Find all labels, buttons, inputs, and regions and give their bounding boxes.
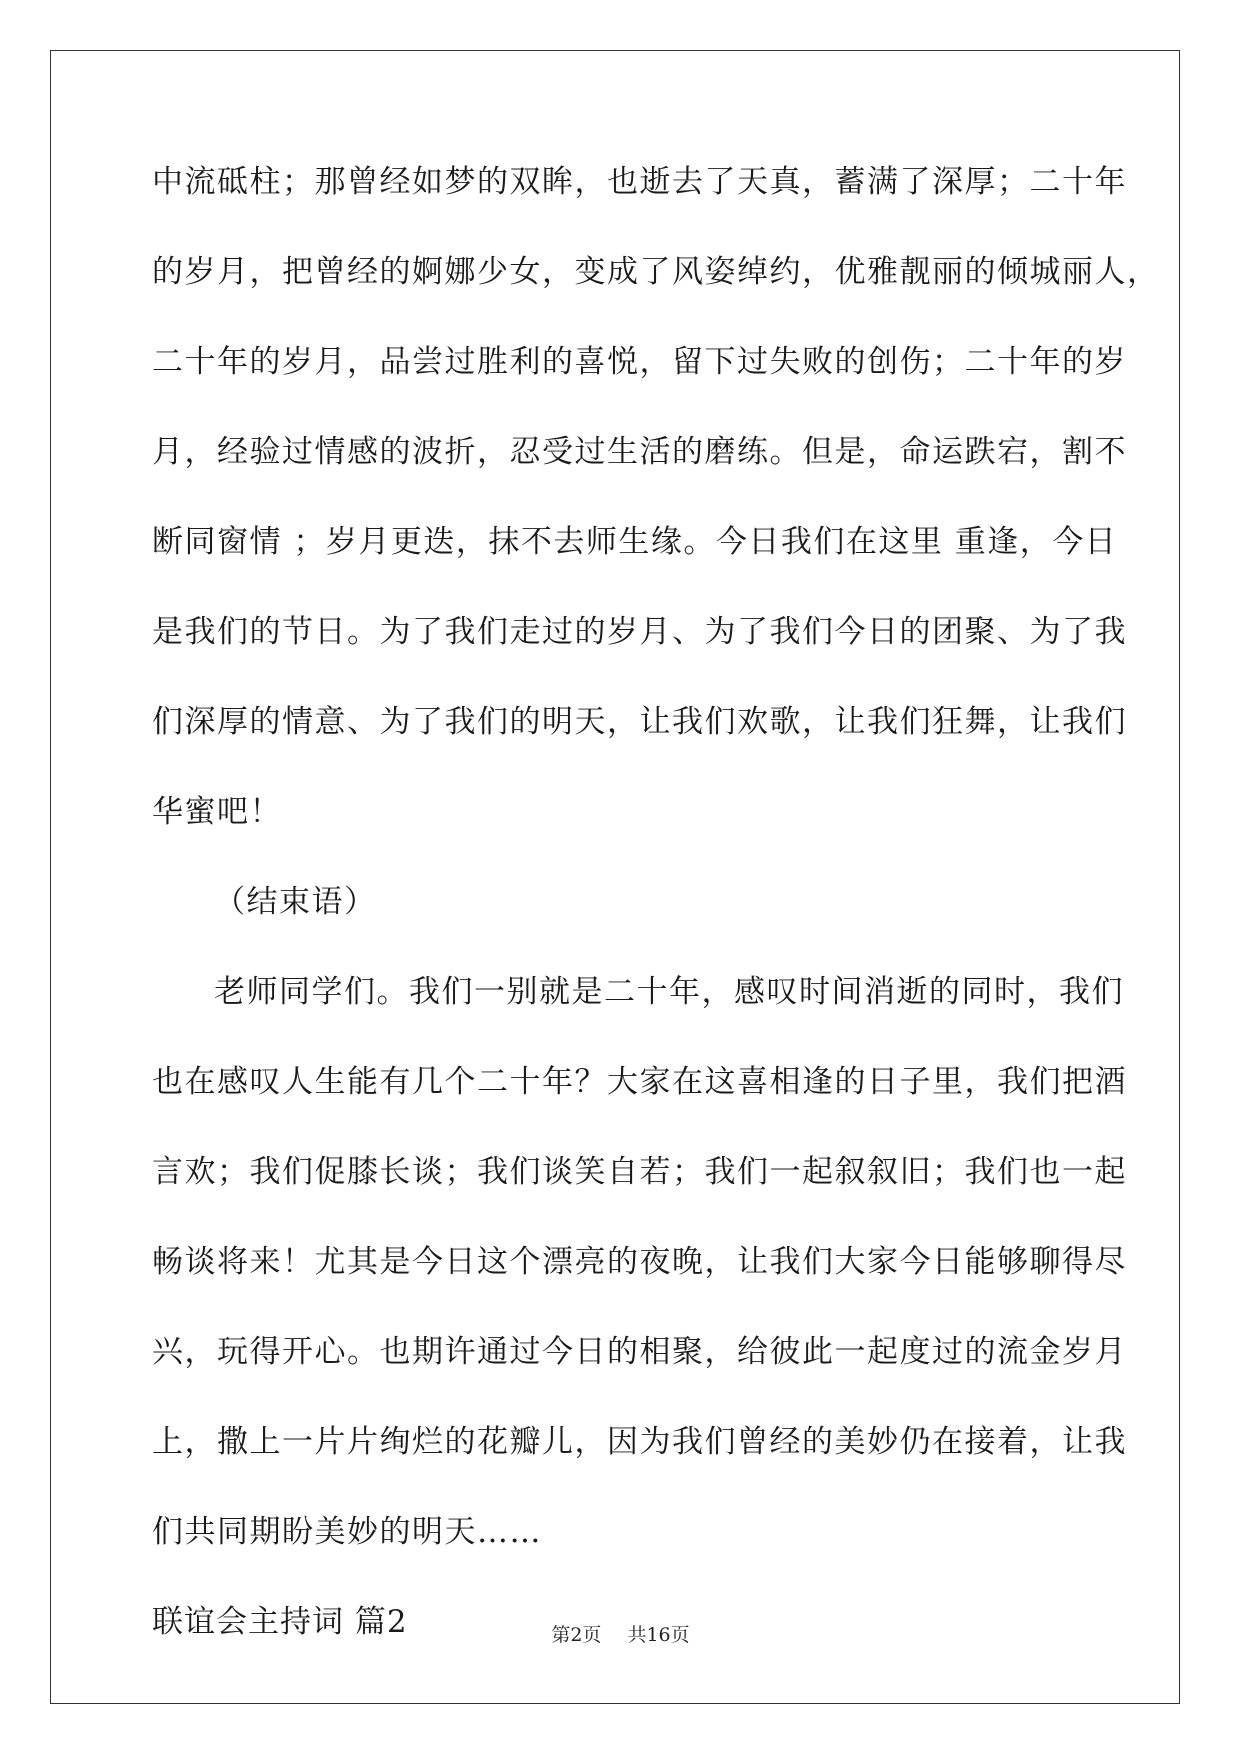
- text-line: 们共同期盼美妙的明天……: [152, 1514, 542, 1550]
- text-line: 老师同学们。我们一别就是二十年，感叹时间消逝的同时，我们: [214, 974, 1124, 1010]
- closing-label: （结束语）: [214, 884, 377, 920]
- page-footer: [0, 1620, 1241, 1647]
- text-line: 华蜜吧！: [152, 794, 282, 830]
- paragraph-2: [152, 970, 1127, 1600]
- text-line: 兴，玩得开心。也期许通过今日的相聚，给彼此一起度过的流金岁月: [152, 1334, 1127, 1370]
- text-line: 畅谈将来！尤其是今日这个漂亮的夜晚，让我们大家今日能够聊得尽: [152, 1244, 1127, 1280]
- text-line: 二十年的岁月，品尝过胜利的喜悦，留下过失败的创伤；二十年的岁: [152, 344, 1127, 380]
- document-body: [152, 160, 1160, 1690]
- paragraph-1: [152, 160, 1160, 880]
- text-line: 们深厚的情意、为了我们的明天，让我们欢歌，让我们狂舞，让我们: [152, 704, 1127, 740]
- page-total: 共16页: [627, 1624, 690, 1646]
- text-line: 断同窗情 ；岁月更迭，抹不去师生缘。今日我们在这里 重逢，今日: [152, 524, 1118, 560]
- page-number: 第2页: [551, 1624, 602, 1646]
- text-line: 是我们的节日。为了我们走过的岁月、为了我们今日的团聚、为了我: [152, 614, 1127, 650]
- text-line: 言欢；我们促膝长谈；我们谈笑自若；我们一起叙叙旧；我们也一起: [152, 1154, 1127, 1190]
- text-line: 上，撒上一片片绚烂的花瓣儿，因为我们曾经的美妙仍在接着，让我: [152, 1424, 1127, 1460]
- text-line: 也在感叹人生能有几个二十年？大家在这喜相逢的日子里，我们把酒: [152, 1064, 1127, 1100]
- text-line: 中流砥柱；那曾经如梦的双眸，也逝去了天真，蓄满了深厚；二十年: [152, 164, 1127, 200]
- text-line: 月，经验过情感的波折，忍受过生活的磨练。但是，命运跌宕，割不: [152, 434, 1127, 470]
- text-line: 的岁月，把曾经的婀娜少女，变成了风姿绰约，优雅靓丽的倾城丽人，: [152, 254, 1160, 290]
- section-heading: 联谊会主持词 篇2: [152, 1604, 408, 1640]
